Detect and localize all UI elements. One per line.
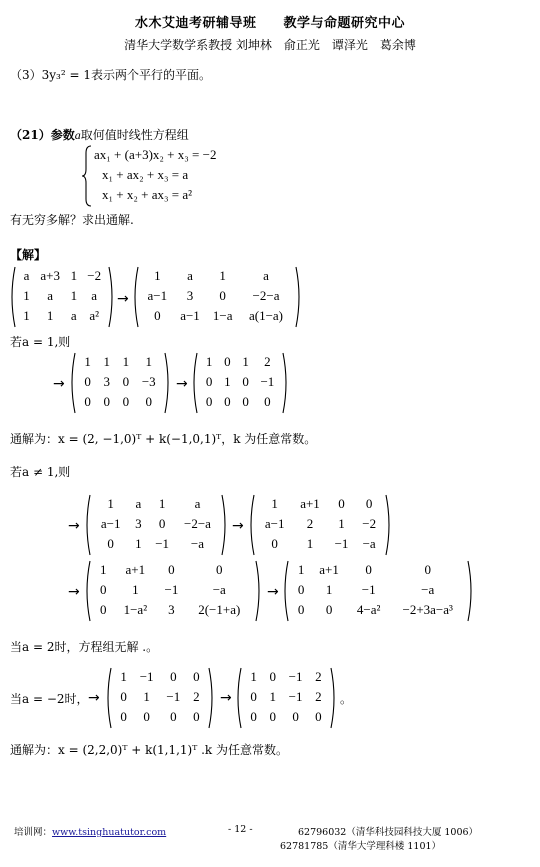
matrix-cell: a [187, 268, 193, 283]
no-solution-case: 当a = 2时，方程组无解 .。 [10, 640, 159, 654]
matrix-cell: 0 [205, 374, 213, 389]
matrix-cell: 0 [143, 709, 150, 724]
matrix-cell: −1 [288, 669, 303, 684]
matrix-cell: 0 [170, 669, 177, 684]
matrix-cell: 2 [193, 689, 200, 704]
item-3-text: （3）3y₃² = 1表示两个平行的平面。 [10, 68, 211, 82]
document-header-title: 水木艾迪考研辅导班 教学与命题研究中心 [134, 16, 405, 31]
matrix-cell: 1 [120, 669, 127, 684]
matrix-cell: a [263, 268, 269, 283]
matrix-cell: 0 [250, 709, 257, 724]
arrow-icon: → [220, 690, 232, 706]
matrix-cell: 0 [271, 536, 278, 551]
matrix-cell: a+1 [300, 496, 320, 511]
matrix-cell: 0 [122, 394, 130, 409]
matrix-cell: 1−a² [123, 602, 148, 617]
matrix-cell: 1 [70, 268, 78, 283]
matrix-cell: a² [89, 308, 100, 323]
matrix-cell: 2 [306, 516, 314, 531]
matrix-cell: 0 [424, 562, 431, 577]
matrix-cell: 1 [99, 562, 107, 577]
matrix-cell: 1−a [212, 308, 233, 323]
matrix-cell: −2−a [184, 516, 211, 531]
matrix-cell: 0 [205, 394, 213, 409]
matrix-cell: 0 [193, 709, 200, 724]
matrix-cell: a [135, 496, 142, 511]
matrix-cell: 1 [269, 689, 276, 704]
matrix-step-4 [83, 560, 263, 622]
matrix-cell: −a [190, 536, 205, 551]
left-paren-icon [247, 494, 255, 556]
matrix-cell: 0 [84, 394, 91, 409]
matrix-cell: a−1 [264, 516, 285, 531]
arrow-icon: → [68, 584, 80, 600]
matrix-cell: −a [421, 582, 435, 597]
matrix-cell: 0 [292, 709, 299, 724]
matrix-cell: 0 [269, 709, 276, 724]
equation-1: ax₁ + (a+3)x₂ + x₃ = −2 [94, 147, 217, 162]
matrix-a1-step-2 [190, 352, 290, 414]
matrix-cell: 0 [216, 562, 223, 577]
matrix-cell: −a [212, 582, 226, 597]
matrix-cell: 3 [135, 516, 142, 531]
arrow-icon: → [68, 518, 80, 534]
matrix-cell: −1 [164, 582, 179, 597]
left-paren-icon [83, 560, 91, 622]
matrix-cell: −1 [361, 582, 376, 597]
matrix-a1-step-1 [68, 352, 172, 414]
matrix-cell: 3 [168, 602, 175, 617]
left-paren-icon [8, 266, 16, 328]
matrix-cell: a−1 [100, 516, 121, 531]
matrix-cell: a [194, 496, 201, 511]
arrow-icon: → [267, 584, 279, 600]
footer-website-row [14, 824, 166, 838]
right-paren-icon [164, 352, 172, 414]
matrix-cell: −2+3a−a³ [402, 602, 453, 617]
matrix-step-1 [131, 266, 303, 328]
matrix-cell: 0 [242, 374, 249, 389]
left-paren-icon [131, 266, 139, 328]
matrix-cell: −1 [166, 689, 181, 704]
matrix-cell: 0 [264, 394, 271, 409]
matrix-cell: 1 [205, 354, 213, 369]
matrix-cell: 0 [99, 602, 107, 617]
general-solution-1: 通解为：x = (2, −1,0)ᵀ + k(−1,0,1)ᵀ，k 为任意常数。 [10, 432, 317, 446]
right-paren-icon [467, 560, 475, 622]
general-solution-2: 通解为：x = (2,2,0)ᵀ + k(1,1,1)ᵀ .k 为任意常数。 [10, 743, 288, 757]
right-paren-icon [221, 494, 229, 556]
left-paren-icon [234, 667, 242, 729]
matrix-cell: 3 [103, 374, 110, 389]
matrix-cell: 0 [315, 709, 322, 724]
matrix-cell: 1 [145, 354, 152, 369]
case-a-minus-2: 当a = −2时， [10, 692, 89, 706]
footer-phone-1: 62796032（清华科技园科技大厦 1006） [298, 827, 479, 838]
matrix-cell: 1 [297, 562, 305, 577]
footer-training-label: 培训网： [14, 827, 53, 838]
matrix-cell: 1 [103, 354, 110, 369]
matrix-cell: 0 [154, 308, 161, 323]
matrix-cell: 0 [297, 582, 305, 597]
matrix-cell: 0 [170, 709, 177, 724]
left-paren-icon [104, 667, 112, 729]
matrix-cell: 0 [224, 394, 231, 409]
matrix-cell: 1 [158, 496, 166, 511]
matrix-cell: 1 [154, 268, 161, 283]
arrow-icon: → [117, 291, 129, 307]
right-paren-icon [295, 266, 303, 328]
matrix-step-5 [281, 560, 475, 622]
matrix-cell: 1 [325, 582, 333, 597]
matrix-cell: 1 [84, 354, 91, 369]
left-paren-icon [190, 352, 198, 414]
equation-3: x₁ + x₂ + ax₃ = a² [102, 187, 193, 202]
matrix-cell: a−1 [147, 288, 168, 303]
matrix-cell: 0 [365, 496, 373, 511]
matrix-cell: 1 [143, 689, 150, 704]
matrix-cell: 1 [23, 308, 30, 323]
arrow-icon: → [176, 376, 188, 392]
matrix-cell: −1 [334, 536, 349, 551]
matrix-cell: 0 [158, 516, 166, 531]
matrix-cell: a [70, 308, 77, 323]
matrix-cell: 0 [224, 354, 231, 369]
footer-phone-2: 62781785（清华大学理科楼 1101） [280, 841, 442, 852]
case-a-equals-1: 若a = 1,则 [10, 335, 71, 349]
matrix-cell: −1 [260, 374, 275, 389]
matrix-cell: 0 [122, 374, 130, 389]
equation-system [82, 145, 282, 207]
problem-label: （21）参数 [10, 128, 75, 142]
problem-21-statement [10, 126, 189, 143]
matrix-cell: −3 [141, 374, 156, 389]
matrix-cell: 0 [168, 562, 175, 577]
matrix-cell: 0 [84, 374, 91, 389]
matrix-cell: 1 [250, 669, 257, 684]
matrix-cell: 1 [242, 354, 249, 369]
left-brace-icon [82, 145, 92, 207]
matrix-cell: 0 [365, 562, 372, 577]
matrix-cell: 1 [224, 374, 231, 389]
arrow-icon: → [232, 518, 244, 534]
matrix-cell: 3 [186, 288, 194, 303]
matrix-cell: 2 [315, 669, 322, 684]
matrix-cell: 0 [269, 669, 276, 684]
sentence-period: 。 [340, 692, 353, 706]
left-paren-icon [68, 352, 76, 414]
matrix-cell: 0 [145, 394, 152, 409]
matrix-a-minus2-step-2 [234, 667, 338, 729]
matrix-cell: −1 [288, 689, 303, 704]
problem-text: 取何值时线性方程组 [80, 128, 189, 142]
equation-2: x₁ + ax₂ + x₃ = a [102, 167, 189, 182]
matrix-cell: −2−a [252, 288, 280, 303]
matrix-augmented [8, 266, 116, 328]
matrix-cell: 1 [122, 354, 130, 369]
matrix-cell: −1 [155, 536, 170, 551]
matrix-cell: 1 [271, 496, 278, 511]
right-paren-icon [108, 266, 116, 328]
matrix-cell: 1 [306, 536, 314, 551]
problem-question: 有无穷多解？求出通解. [10, 213, 134, 227]
arrow-icon: → [88, 690, 100, 706]
matrix-cell: 0 [219, 288, 226, 303]
solution-label: 【解】 [10, 248, 47, 262]
right-paren-icon [282, 352, 290, 414]
matrix-cell: a+1 [125, 562, 146, 577]
matrix-cell: 2(−1+a) [198, 602, 241, 617]
right-paren-icon [208, 667, 216, 729]
matrix-cell: 0 [250, 689, 257, 704]
matrix-cell: 1 [70, 288, 78, 303]
matrix-cell: 0 [242, 394, 249, 409]
matrix-cell: 1 [132, 582, 139, 597]
matrix-cell: 1 [219, 268, 226, 283]
matrix-cell: 1 [338, 516, 345, 531]
problem-variable: a [74, 128, 81, 142]
matrix-cell: 0 [107, 536, 114, 551]
left-paren-icon [281, 560, 289, 622]
matrix-cell: 0 [120, 689, 127, 704]
matrix-cell: 0 [99, 582, 107, 597]
matrix-cell: 2 [264, 354, 271, 369]
left-paren-icon [83, 494, 91, 556]
matrix-cell: −2 [362, 516, 377, 531]
matrix-a-minus2-step-1 [104, 667, 216, 729]
matrix-cell: 2 [315, 689, 322, 704]
matrix-cell: 1 [23, 288, 30, 303]
document-header-authors: 清华大学数学系教授 刘坤林 俞正光 谭泽光 葛余博 [124, 38, 416, 52]
matrix-cell: a+3 [40, 268, 60, 283]
matrix-cell: a [23, 268, 30, 283]
matrix-cell: 1 [107, 496, 114, 511]
matrix-cell: a−1 [180, 308, 200, 323]
matrix-cell: −1 [139, 669, 154, 684]
matrix-cell: −a [362, 536, 376, 551]
footer-website-link[interactable]: www.tsinghuatutor.com [52, 827, 167, 838]
case-a-not-1: 若a ≠ 1,则 [10, 465, 71, 479]
matrix-cell: 0 [325, 602, 333, 617]
matrix-cell: a [91, 288, 98, 303]
matrix-cell: 0 [103, 394, 110, 409]
matrix-cell: 0 [193, 669, 200, 684]
matrix-cell: 0 [120, 709, 127, 724]
matrix-cell: 1 [46, 308, 54, 323]
matrix-step-3 [247, 494, 393, 556]
matrix-cell: 0 [338, 496, 345, 511]
matrix-cell: 0 [297, 602, 305, 617]
matrix-cell: a+1 [319, 562, 339, 577]
right-paren-icon [255, 560, 263, 622]
matrix-cell: 4−a² [356, 602, 381, 617]
arrow-icon: → [53, 376, 65, 392]
page-number: - 12 - [228, 824, 253, 835]
matrix-cell: 1 [135, 536, 142, 551]
matrix-cell: a [47, 288, 54, 303]
matrix-cell: a(1−a) [248, 308, 284, 323]
matrix-cell: −2 [87, 268, 102, 283]
right-paren-icon [330, 667, 338, 729]
matrix-step-2 [83, 494, 229, 556]
right-paren-icon [385, 494, 393, 556]
